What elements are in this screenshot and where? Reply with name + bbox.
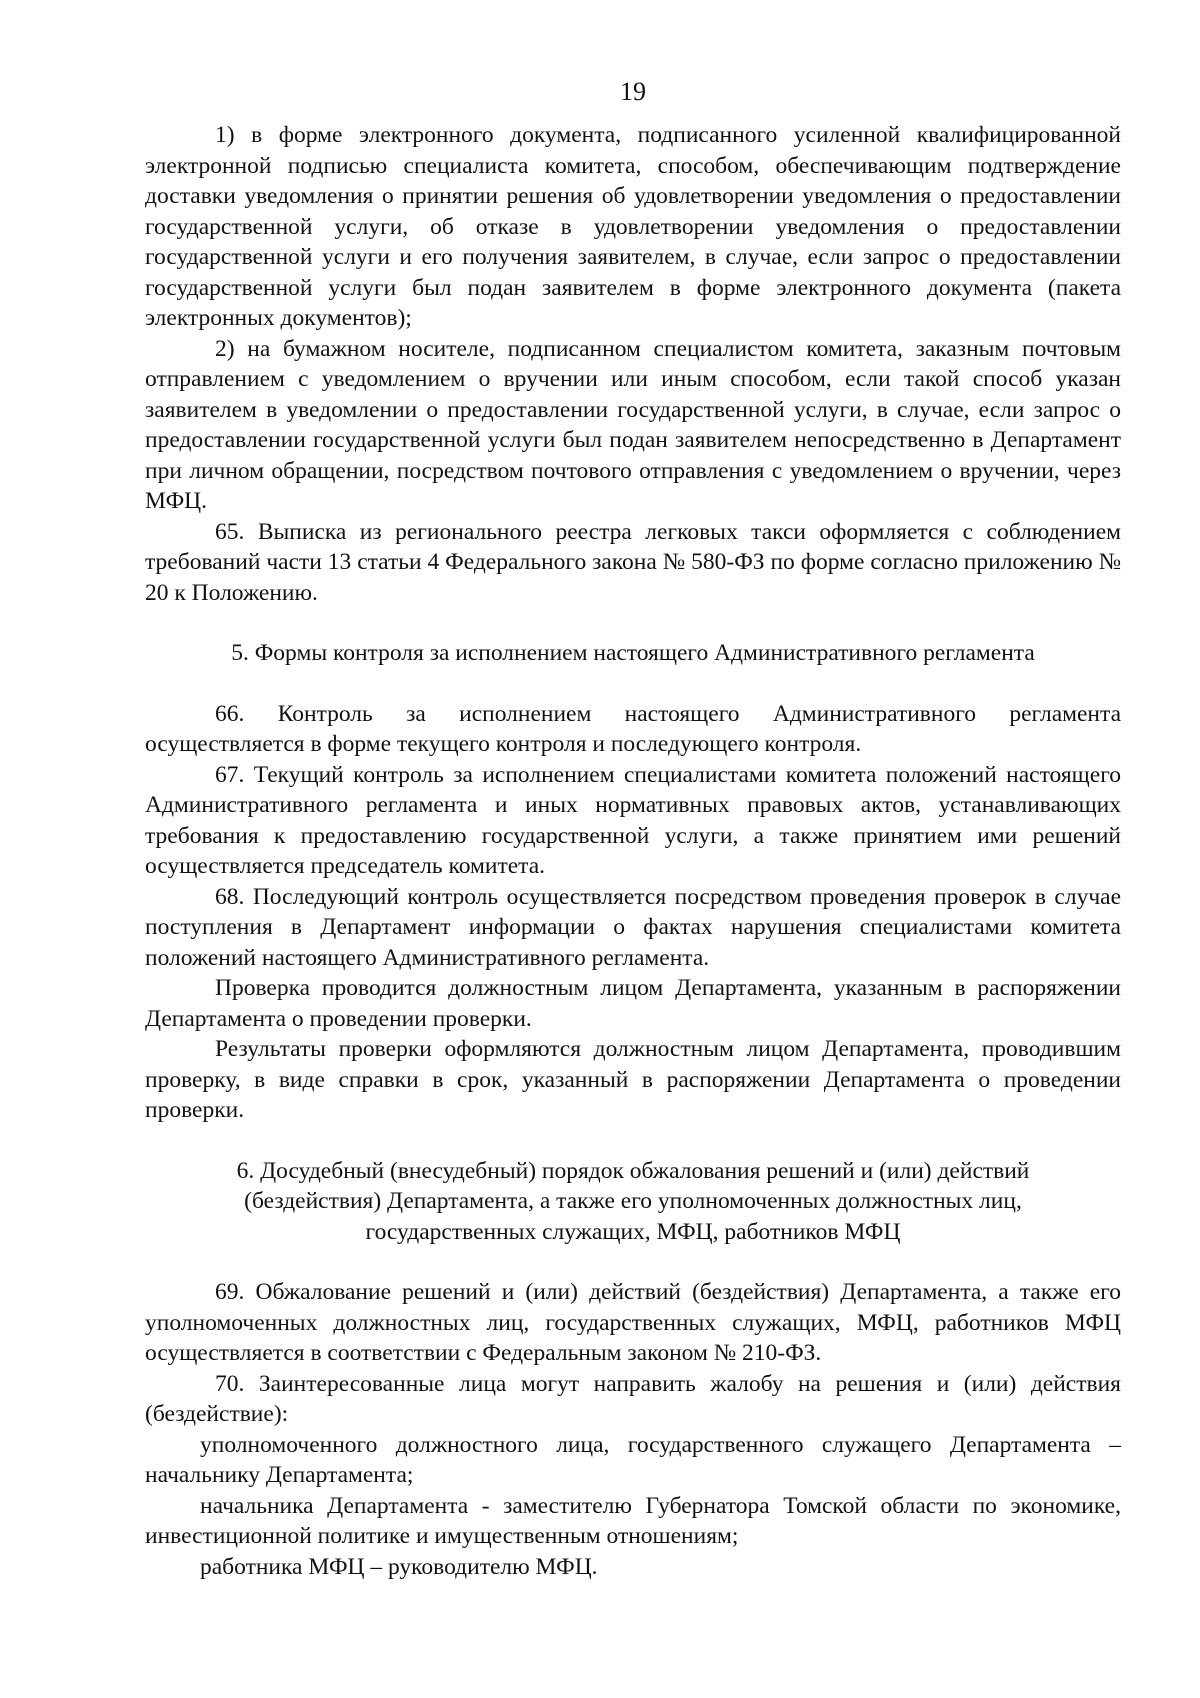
paragraph-70: 70. Заинтересованные лица могут направить жалобу на решения и (или) действия (бездействие): <box>145 1370 1121 1427</box>
section-heading-6-line-3: государственных служащих, МФЦ, работников МФЦ <box>365 1218 901 1245</box>
paragraph-68-results: Результаты проверки оформляются должностным лицом Департамента, проводившим проверку, в виде справки в срок, указанный в распоряжении Департамента о проведении проверки. <box>145 1036 1121 1123</box>
section-heading-6 <box>145 1156 1121 1248</box>
paragraph-70-official: уполномоченного должностного лица, государственного служащего Департамента – начальнику Департамента; <box>145 1431 1121 1488</box>
document-page <box>145 72 1121 1582</box>
paragraph-item-1: 1) в форме электронного документа, подписанного усиленной квалифицированной электронной подписью специалиста комитета, способом, обеспечивающим подтверждение доставки уведомления о принятии решения об удовлетворении уведомления о предоставлении государственной услуги, об отказе в удовлетворении уведомления о предоставлении государственной услуги и его получения заявителем, в случае, если запрос о предоставлении государственной услуги был подан заявителем в форме электронного документа (пакета электронных документов); <box>145 122 1121 331</box>
page-number: 19 <box>620 77 646 106</box>
paragraph-70-mfc: работника МФЦ – руководителю МФЦ. <box>200 1553 598 1580</box>
section-heading-5: 5. Формы контроля за исполнением настоящего Административного регламента <box>231 640 1035 666</box>
paragraph-68-check: Проверка проводится должностным лицом Департамента, указанным в распоряжении Департамента о проведении проверки. <box>145 975 1121 1032</box>
paragraph-69: 69. Обжалование решений и (или) действий (бездействия) Департамента, а также его уполномоченных должностных лиц, государственных служащих, МФЦ, работников МФЦ осуществляется в соответствии с Федеральным законом № 210-ФЗ. <box>145 1279 1121 1366</box>
section-heading-6-line-1: 6. Досудебный (внесудебный) порядок обжалования решений и (или) действий <box>236 1157 1030 1184</box>
paragraph-68: 68. Последующий контроль осуществляется посредством проведения проверок в случае поступления в Департамент информации о фактах нарушения специалистами комитета положений настоящего Административного регламента. <box>145 883 1121 971</box>
paragraph-70-head: начальника Департамента - заместителю Губернатора Томской области по экономике, инвестиционной политике и имущественным отношениям; <box>145 1492 1121 1549</box>
paragraph-67: 67. Текущий контроль за исполнением специалистами комитета положений настоящего Административного регламента и иных нормативных правовых актов, устанавливающих требования к предоставлению государственной услуги, а также принятием ими решений осуществляется председатель комитета. <box>145 761 1121 879</box>
paragraph-66: 66. Контроль за исполнением настоящего Административного регламента осуществляется в форме текущего контроля и последующего контроля. <box>145 700 1121 757</box>
section-heading-6-line-2: (бездействия) Департамента, а также его уполномоченных должностных лиц, <box>244 1188 1022 1214</box>
paragraph-65: 65. Выписка из регионального реестра легковых такси оформляется с соблюдением требований части 13 статьи 4 Федерального закона № 580-ФЗ по форме согласно приложению № 20 к Положению. <box>145 518 1121 606</box>
paragraph-item-2: 2) на бумажном носителе, подписанном специалистом комитета, заказным почтовым отправлением с уведомлением о вручении или иным способом, если такой способ указан заявителем в уведомлении о предоставлении государственной услуги, в случае, если запрос о предоставлении государственной услуги был подан заявителем непосредственно в Департамент при личном обращении, посредством почтового отправления с уведомлением о вручении, через МФЦ. <box>145 335 1121 514</box>
